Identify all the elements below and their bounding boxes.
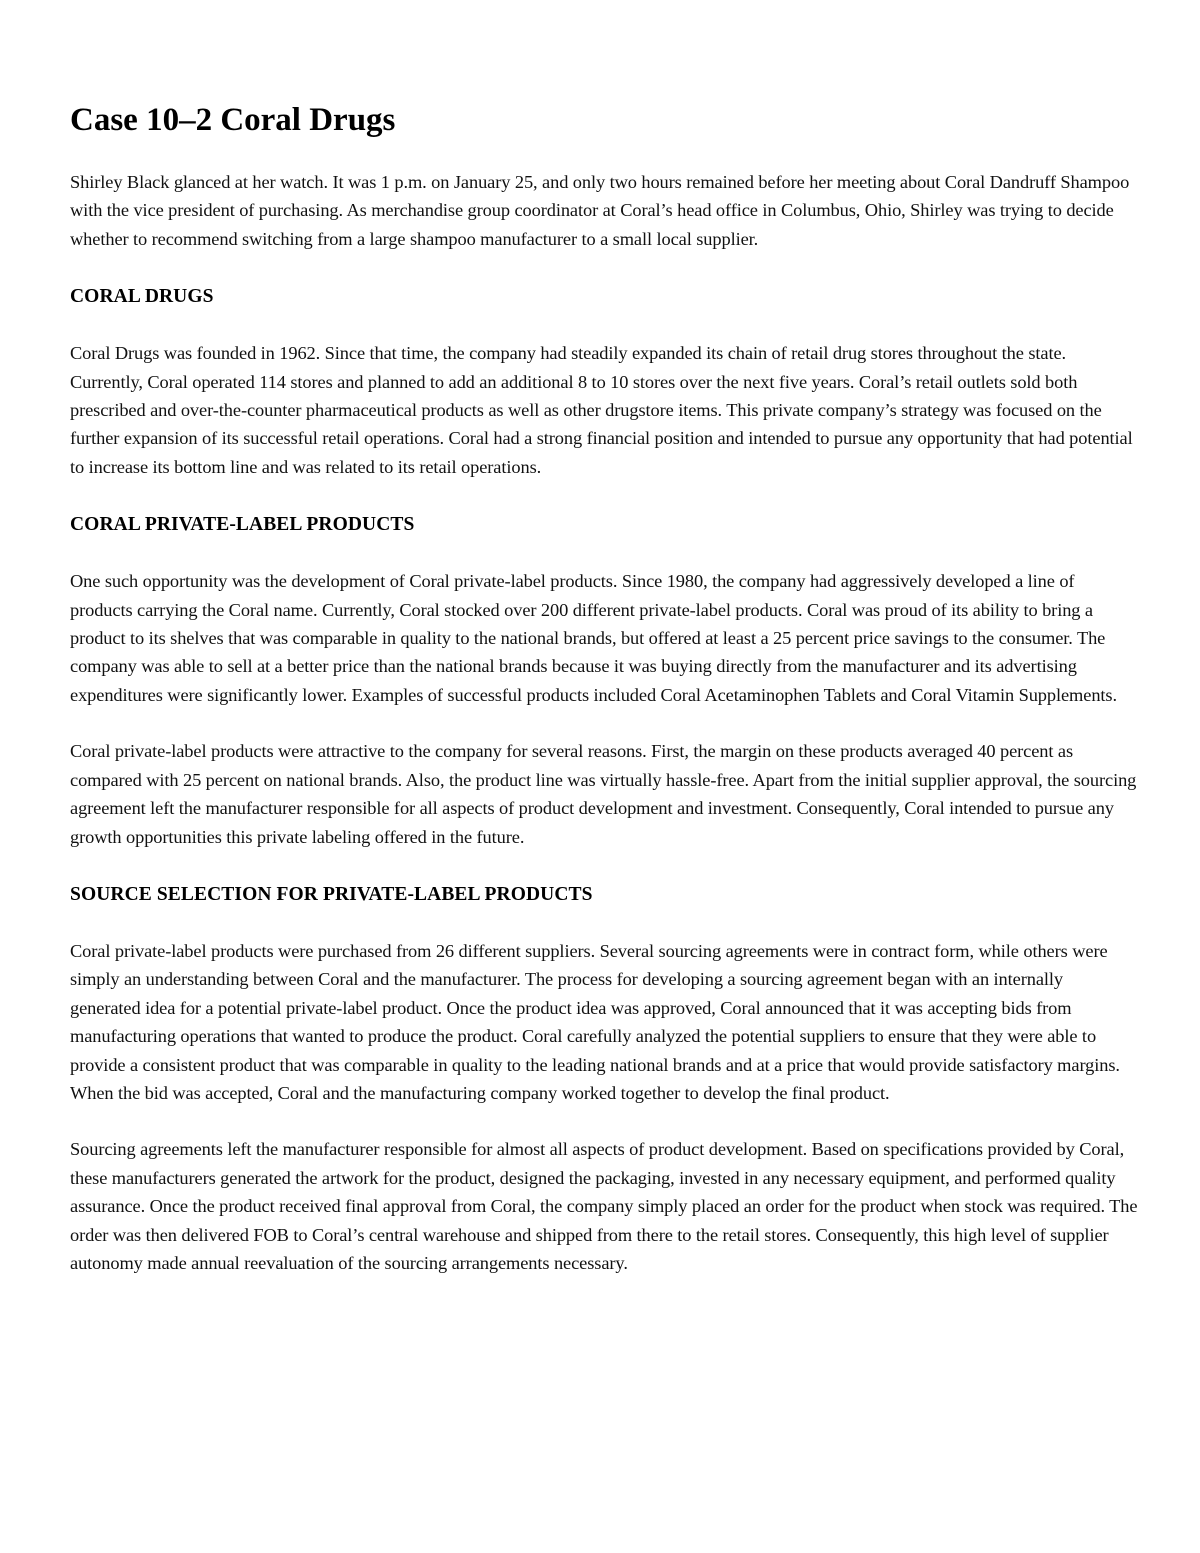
section-paragraph: One such opportunity was the development of Coral private-label products. Since 1980, the company had aggressively developed a line of products carrying the Coral name. Currently, Coral stocked over 200 different private-label products. Coral was proud of its ability to bring a product to its shelves that was comparable in quality to the national brands, but offered at least a 25 percent price savings to the consumer. The company was able to sell at a better price than the national brands because it was buying directly from the manufacturer and its advertising expenditures were significantly lower. Examples of successful products included Coral Acetaminophen Tablets and Coral Vitamin Supplements. bbox=[70, 571, 1117, 705]
section-private-label-products bbox=[70, 511, 1138, 851]
section-paragraph: Coral private-label products were attractive to the company for several reasons. First, the margin on these products averaged 40 percent as compared with 25 percent on national brands. Also, the product line was virtually hassle-free. Apart from the initial supplier approval, the sourcing agreement left the manufacturer responsible for all aspects of product development and investment. Consequently, Coral intended to pursue any growth opportunities this private labeling offered in the future. bbox=[70, 741, 1137, 847]
section-paragraph: Coral private-label products were purchased from 26 different suppliers. Several sourcing agreements were in contract form, while others were simply an understanding between Coral and the manufacturer. The process for developing a sourcing agreement began with an internally generated idea for a potential private-label product. Once the product idea was approved, Coral announced that it was accepting bids from manufacturing operations that wanted to produce the product. Coral carefully analyzed the potential suppliers to ensure that they were able to provide a consistent product that was comparable in quality to the leading national brands and at a price that would provide satisfactory margins. When the bid was accepted, Coral and the manufacturing company worked together to develop the final product. bbox=[70, 940, 1120, 1103]
intro-paragraph: Shirley Black glanced at her watch. It was 1 p.m. on January 25, and only two hours remained before her meeting about Coral Dandruff Shampoo with the vice president of purchasing. As merchandise group coordinator at Coral’s head office in Columbus, Ohio, Shirley was trying to decide whether to recommend switching from a large shampoo manufacturer to a small local supplier. bbox=[70, 172, 1130, 249]
section-heading: CORAL DRUGS bbox=[70, 286, 214, 308]
section-paragraph: Coral Drugs was founded in 1962. Since that time, the company had steadily expanded its chain of retail drug stores throughout the state. Currently, Coral operated 114 stores and planned to add an additional 8 to 10 stores over the next five years. Coral’s retail outlets sold both prescribed and over-the-counter pharmaceutical products as well as other drugstore items. This private company’s strategy was focused on the further expansion of its successful retail operations. Coral had a strong financial position and intended to pursue any opportunity that had potential to increase its bottom line and was related to its retail operations. bbox=[70, 343, 1133, 477]
document-page bbox=[70, 98, 1138, 1277]
section-heading: CORAL PRIVATE-LABEL PRODUCTS bbox=[70, 514, 415, 536]
section-heading: SOURCE SELECTION FOR PRIVATE-LABEL PRODUCTS bbox=[70, 883, 593, 905]
section-paragraph: Sourcing agreements left the manufacturer responsible for almost all aspects of product development. Based on specifications provided by Coral, these manufacturers generated the artwork for the product, designed the packaging, invested in any necessary equipment, and performed quality assurance. Once the product received final approval from Coral, the company simply placed an order for the product when stock was required. The order was then delivered FOB to Coral’s central warehouse and shipped from there to the retail stores. Consequently, this high level of supplier autonomy made annual reevaluation of the sourcing arrangements necessary. bbox=[70, 1139, 1138, 1273]
section-source-selection bbox=[70, 881, 1138, 1277]
section-coral-drugs bbox=[70, 283, 1138, 481]
document-title: Case 10–2 Coral Drugs bbox=[70, 102, 396, 138]
